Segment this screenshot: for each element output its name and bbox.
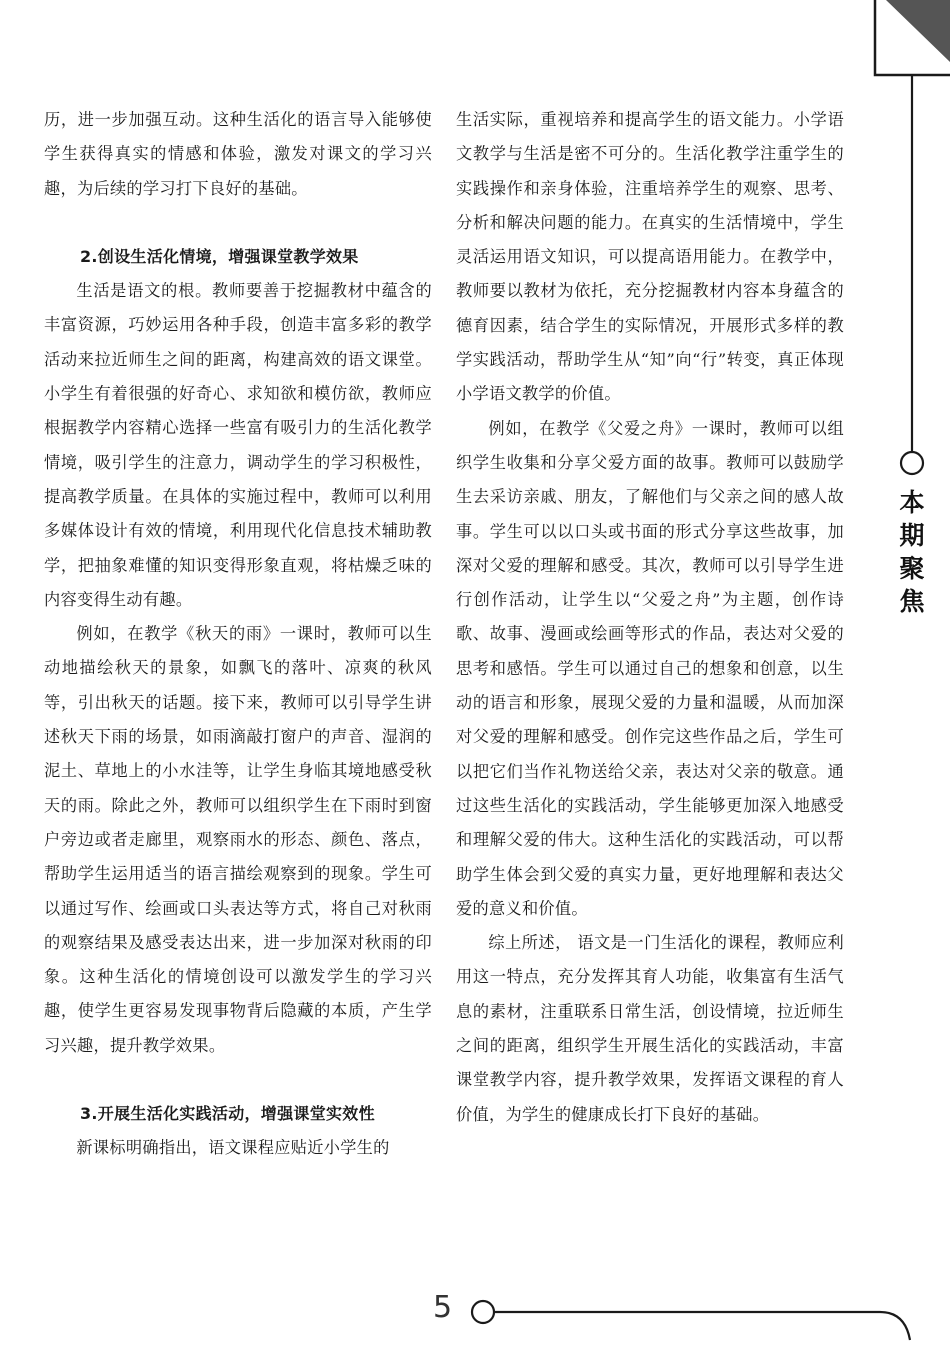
page-number-circle-marker <box>472 1301 494 1323</box>
side-circle-marker <box>901 452 923 474</box>
side-section-label: 本期聚焦 <box>899 488 925 616</box>
left-paragraph-3: 例如，在教学《秋天的雨》一课时，教师可以生动地描绘秋天的景象，如飘飞的落叶、凉爽的秋风等，引出秋天的话题。接下来，教师可以引导学生讲述秋天下雨的场景，如雨滴敲打窗户的声音、湿润的泥土、草地上的小水洼等，让学生身临其境地感受秋天的雨。除此之外，教师可以组织学生在下雨时到窗户旁边或者走廊里，观察雨水的形态、颜色、落点，帮助学生运用适当的语言描绘观察到的现象。学生可以通过写作、绘画或口头表达等方式，将自己对秋雨的观察结果及感受表达出来，进一步加深对秋雨的印象。这种生活化的情境创设可以激发学生的学习兴趣，使学生更容易发现事物背后隐藏的本质，产生学习兴趣，提升教学效果。 <box>44 624 432 1055</box>
section-heading-2: 2.创设生活化情境，增强课堂教学效果 <box>80 246 359 266</box>
bottom-guide-line <box>494 1312 910 1340</box>
corner-triangle <box>886 0 950 62</box>
left-paragraph-2: 生活是语文的根。教师要善于挖掘教材中蕴含的丰富资源，巧妙运用各种手段，创造丰富多彩的教学活动来拉近师生之间的距离，构建高效的语文课堂。小学生有着很强的好奇心、求知欲和模仿欲，教师应根据教学内容精心选择一些富有吸引力的生活化教学情境，吸引学生的注意力，调动学生的学习积极性，提高教学质量。在具体的实施过程中，教师可以利用多媒体设计有效的情境，利用现代化信息技术辅助教学，把抽象难懂的知识变得形象直观，将枯燥乏味的内容变得生动有趣。 <box>44 281 432 609</box>
right-paragraph-1: 生活实际，重视培养和提高学生的语文能力。小学语文教学与生活是密不可分的。生活化教学注重学生的实践操作和亲身体验，注重培养学生的观察、思考、分析和解决问题的能力。在真实的生活情境中，学生灵活运用语文知识，可以提高语用能力。在教学中，教师要以教材为依托，充分挖掘教材内容本身蕴含的德育因素，结合学生的实际情况，开展形式多样的教学实践活动，帮助学生从“知”向“行”转变，真正体现小学语文教学的价值。 <box>456 110 844 404</box>
left-paragraph-4: 新课标明确指出，语文课程应贴近小学生的 <box>76 1138 390 1158</box>
right-paragraph-3: 综上所述， 语文是一门生活化的课程，教师应利用这一特点，充分发挥其育人功能，收集富有生活气息的素材，注重联系日常生活，创设情境，拉近师生之间的距离，组织学生开展生活化的实践活动，丰富课堂教学内容，提升教学效果，发挥语文课程的育人价值，为学生的健康成长打下良好的基础。 <box>456 933 844 1124</box>
page-number: 5 <box>433 1290 453 1325</box>
left-column <box>44 103 432 1166</box>
right-paragraph-2: 例如，在教学《父爱之舟》一课时，教师可以组织学生收集和分享父爱方面的故事。教师可以鼓励学生去采访亲戚、朋友，了解他们与父亲之间的感人故事。学生可以以口头或书面的形式分享这些故事，加深对父爱的理解和感受。其次，教师可以引导学生进行创作活动，让学生以“父爱之舟”为主题，创作诗歌、故事、漫画或绘画等形式的作品，表达对父爱的思考和感悟。学生可以通过自己的想象和创意，以生动的语言和形象，展现父爱的力量和温暖，从而加深对父爱的理解和感受。创作完这些作品之后，学生可以把它们当作礼物送给父亲，表达对父亲的敬意。通过这些生活化的实践活动，学生能够更加深入地感受和理解父爱的伟大。这种生活化的实践活动，可以帮助学生体会到父爱的真实力量，更好地理解和表达父爱的意义和价值。 <box>456 418 844 918</box>
section-heading-3: 3.开展生活化实践活动，增强课堂实效性 <box>80 1104 375 1124</box>
left-paragraph-1: 历，进一步加强互动。这种生活化的语言导入能够使学生获得真实的情感和体验，激发对课文的学习兴趣，为后续的学习打下良好的基础。 <box>44 110 432 198</box>
right-column <box>456 103 844 1132</box>
